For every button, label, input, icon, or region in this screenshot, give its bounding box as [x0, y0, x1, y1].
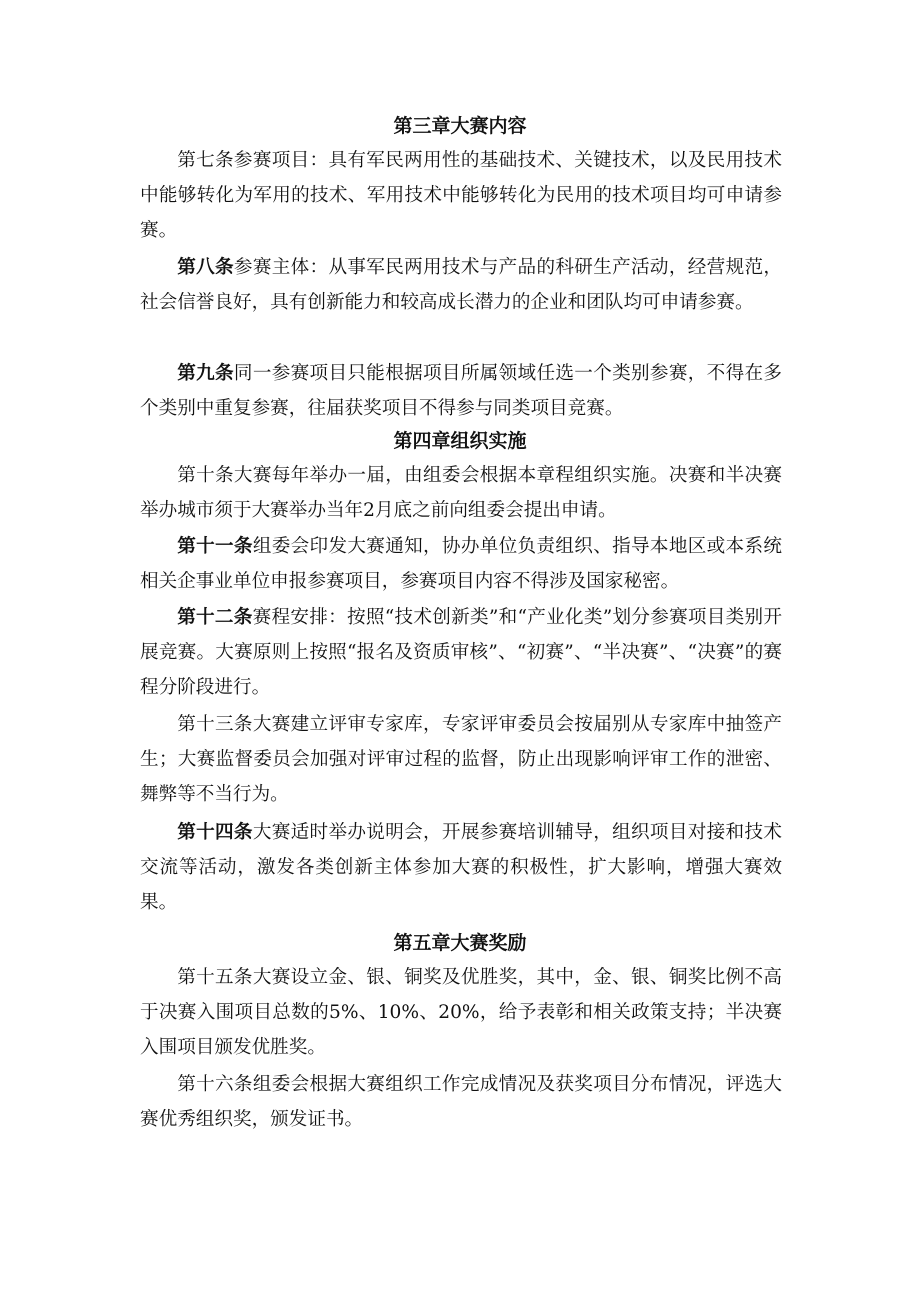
- article-12-text: 赛程安排：按照“技术创新类”和“产业化类”划分参赛项目类别开展竞赛。大赛原则上按照“报名及资质审核”、“初赛”、“半决赛”、“决赛”的赛程分阶段进行。: [140, 607, 782, 698]
- article-9-text: 同一参赛项目只能根据项目所属领域任选一个类别参赛，不得在多个类别中重复参赛，往届获奖项目不得参与同类项目竞赛。: [140, 363, 782, 419]
- article-11-text: 组委会印发大赛通知，协办单位负责组织、指导本地区或本系统相关企事业单位申报参赛项目，参赛项目内容不得涉及国家秘密。: [140, 536, 782, 592]
- article-14-text: 大赛适时举办说明会，开展参赛培训辅导，组织项目对接和技术交流等活动，激发各类创新主体参加大赛的积极性，扩大影响，增强大赛效果。: [140, 822, 782, 913]
- article-14: [140, 815, 782, 920]
- chapter-3-heading: 第三章大赛内容: [393, 115, 527, 137]
- article-9-label: 第九条: [177, 363, 234, 384]
- article-10: 第十条大赛每年举办一届，由组委会根据本章程组织实施。决赛和半决赛举办城市须于大赛举办当年2月底之前向组委会提出申请。: [140, 465, 782, 521]
- article-16: 第十六条组委会根据大赛组织工作完成情况及获奖项目分布情况，评选大赛优秀组织奖，颁发证书。: [140, 1074, 782, 1130]
- article-12: [140, 600, 782, 705]
- article-11-label: 第十一条: [177, 536, 253, 557]
- article-12-label: 第十二条: [177, 607, 253, 628]
- article-13: 第十三条大赛建立评审专家库，专家评审委员会按届别从专家库中抽签产生；大赛监督委员会加强对评审过程的监督，防止出现影响评审工作的泄密、舞弊等不当行为。: [140, 714, 782, 805]
- article-8: [140, 250, 782, 320]
- article-8-text: 参赛主体：从事军民两用技术与产品的科研生产活动，经营规范，社会信誉良好，具有创新能力和较高成长潜力的企业和团队均可申请参赛。: [140, 257, 782, 313]
- chapter-4-heading: 第四章组织实施: [393, 430, 527, 452]
- chapter-5-heading: 第五章大赛奖励: [393, 932, 527, 954]
- article-7: 第七条参赛项目：具有军民两用性的基础技术、关键技术，以及民用技术中能够转化为军用的技术、军用技术中能够转化为民用的技术项目均可申请参赛。: [140, 150, 782, 241]
- article-8-label: 第八条: [177, 257, 234, 278]
- article-14-label: 第十四条: [177, 822, 253, 843]
- article-9: [140, 356, 782, 426]
- article-11: [140, 529, 782, 599]
- article-15: 第十五条大赛设立金、银、铜奖及优胜奖，其中，金、银、铜奖比例不高于决赛入围项目总数的5%、10%、20%，给予表彰和相关政策支持；半决赛入围项目颁发优胜奖。: [140, 967, 782, 1058]
